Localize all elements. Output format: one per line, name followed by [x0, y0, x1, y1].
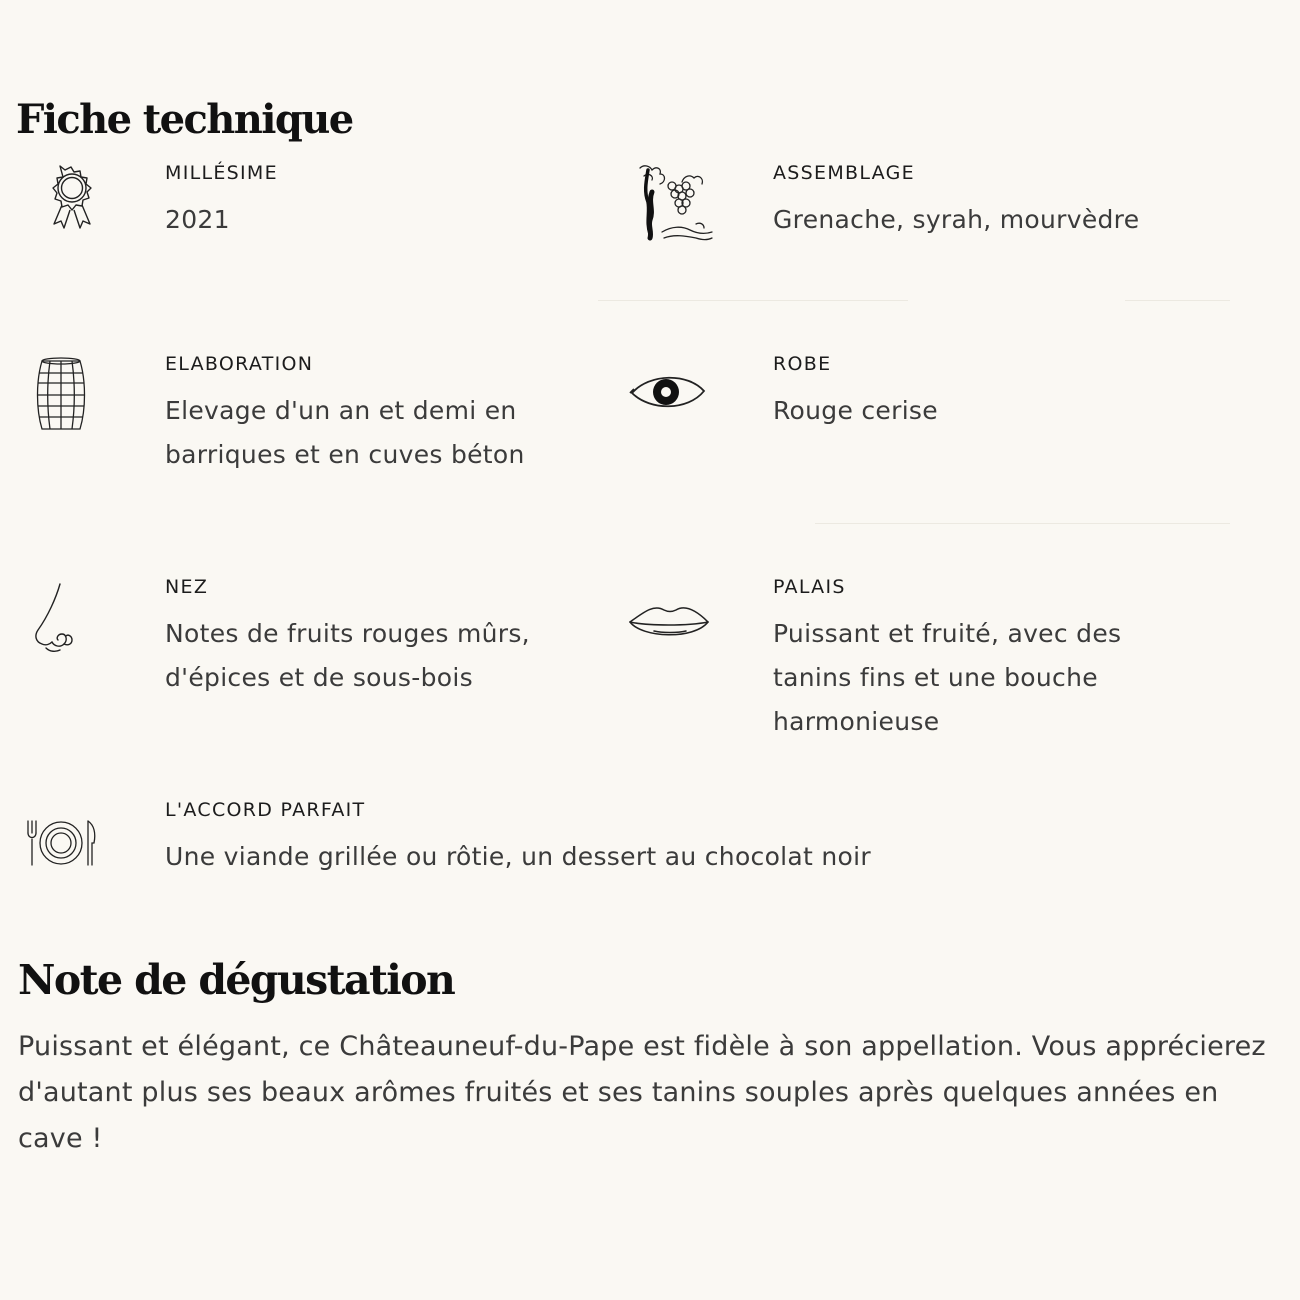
spec-value: 2021	[165, 205, 230, 234]
divider	[815, 523, 1230, 524]
spec-label: NEZ	[165, 576, 209, 598]
spec-label: PALAIS	[773, 576, 846, 598]
spec-value: Notes de fruits rouges mûrs, d'épices et de sous-bois	[165, 619, 530, 692]
spec-value: Une viande grillée ou rôtie, un dessert au chocolat noir	[165, 842, 871, 871]
tasting-note-title: Note de dégustation	[18, 956, 455, 1004]
divider	[1125, 300, 1230, 301]
plate-cutlery-icon	[30, 799, 120, 889]
spec-value: Rouge cerise	[773, 396, 938, 425]
tasting-note-text: Puissant et élégant, ce Châteauneuf-du-Pape est fidèle à son appellation. Vous apprécierez d'autant plus ses beaux arômes fruités et ses tanins souples après quelques années en cave !	[18, 1031, 1266, 1154]
medal-ribbon-icon	[30, 162, 120, 252]
spec-label: L'ACCORD PARFAIT	[165, 799, 366, 821]
spec-value: Elevage d'un an et demi en barriques et en cuves béton	[165, 396, 525, 469]
spec-label: ELABORATION	[165, 353, 314, 375]
grape-vine-hand-icon	[638, 162, 728, 252]
lips-icon	[638, 576, 728, 666]
barrel-icon	[30, 353, 120, 443]
spec-value: Grenache, syrah, mourvèdre	[773, 205, 1140, 234]
eye-icon	[638, 353, 728, 443]
spec-label: MILLÉSIME	[165, 162, 278, 184]
divider	[598, 300, 908, 301]
tech-sheet-title: Fiche technique	[16, 96, 353, 143]
spec-label: ASSEMBLAGE	[773, 162, 915, 184]
spec-value: Puissant et fruité, avec des tanins fins et une bouche harmonieuse	[773, 619, 1122, 736]
nose-icon	[30, 576, 120, 666]
spec-label: ROBE	[773, 353, 832, 375]
